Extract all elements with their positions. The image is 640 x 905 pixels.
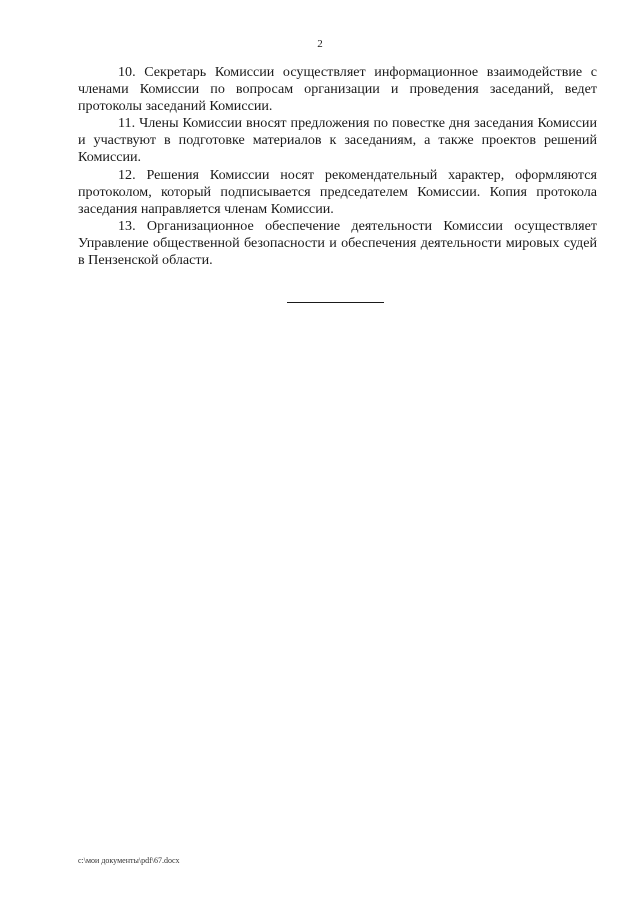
paragraph-11: 11. Члены Комиссии вносят предложения по повестке дня заседания Комиссии и участвуют в подготовке материалов к заседаниям, а также проектов решений Комиссии. xyxy=(78,115,597,166)
document-body xyxy=(78,64,597,269)
end-of-document-rule xyxy=(287,302,384,303)
footer-file-path: c:\мои документы\pdf\67.docx xyxy=(78,856,180,865)
paragraph-13: 13. Организационное обеспечение деятельности Комиссии осуществляет Управление общественной безопасности и обеспечения деятельности мировых судей в Пензенской области. xyxy=(78,217,597,269)
page-number: 2 xyxy=(317,38,323,50)
paragraph-10: 10. Секретарь Комиссии осуществляет информационное взаимодействие с членами Комиссии по вопросам организации и проведения заседаний, ведет протоколы заседаний Комиссии. xyxy=(78,64,597,115)
paragraph-12: 12. Решения Комиссии носят рекомендательный характер, оформляются протоколом, который подписывается председателем Комиссии. Копия протокола заседания направляется членам Комиссии. xyxy=(78,166,597,217)
